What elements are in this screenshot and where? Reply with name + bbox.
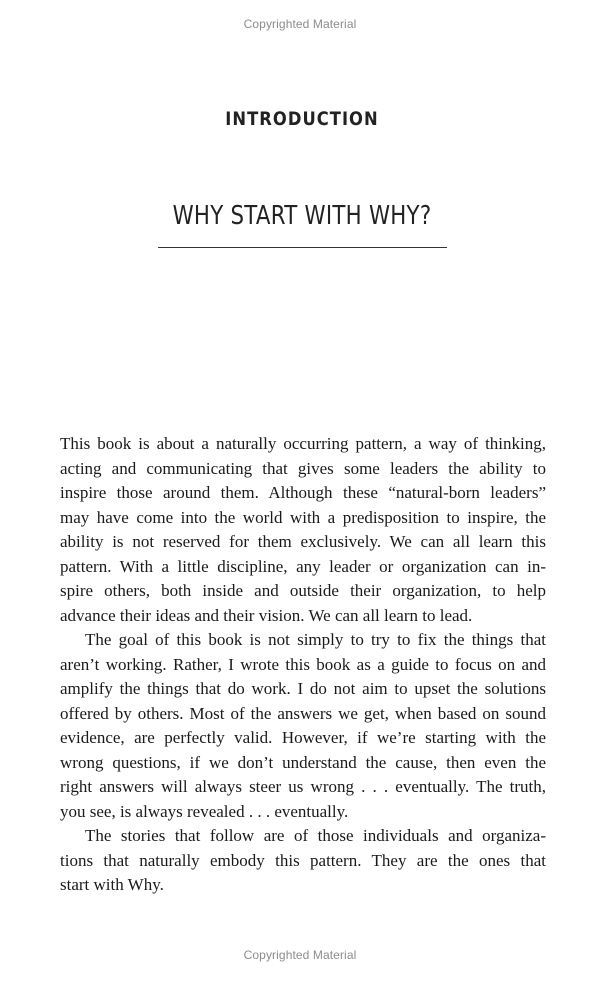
text-line: amplify the things that do work. I do not aim to upset the solutions — [60, 679, 546, 698]
text-line: inspire those around them. Although these “natural-born leaders” — [60, 483, 546, 502]
text-line: evidence, are perfectly valid. However, if we’re starting with the — [60, 728, 546, 747]
paragraph-1 — [60, 432, 546, 628]
text-line: you see, is always revealed . . . eventually. — [60, 801, 349, 821]
chapter-title: WHY START WITH WHY? — [172, 201, 432, 231]
paragraph-2 — [60, 628, 546, 824]
text-line: advance their ideas and their vision. We can all learn to lead. — [60, 605, 473, 625]
text-line: acting and communicating that gives some leaders the ability to — [60, 458, 546, 478]
text-line: The goal of this book is not simply to try to fix the things that — [85, 630, 546, 649]
chapter-label: INTRODUCTION — [225, 108, 379, 130]
copyright-watermark-top: Copyrighted Material — [243, 17, 357, 31]
text-line: wrong questions, if we don’t understand the cause, then even the — [60, 752, 546, 772]
text-line: may have come into the world with a predisposition to inspire, the — [60, 507, 546, 527]
text-line: start with Why. — [60, 875, 164, 894]
text-line: This book is about a naturally occurring pattern, a way of thinking, — [60, 434, 546, 453]
text-line: spire others, both inside and outside their organization, to help — [60, 581, 546, 600]
text-line: tions that naturally embody this pattern. They are the ones that — [60, 850, 546, 870]
title-underline — [158, 247, 447, 248]
paragraph-3 — [60, 824, 546, 898]
copyright-watermark-bottom: Copyrighted Material — [243, 948, 357, 962]
text-line: pattern. With a little discipline, any leader or organization can in- — [60, 556, 546, 576]
text-line: The stories that follow are of those individuals and organiza- — [85, 826, 546, 845]
body-text — [60, 432, 546, 898]
text-line: ability is not reserved for them exclusively. We can all learn this — [60, 532, 546, 551]
text-line: aren’t working. Rather, I wrote this book as a guide to focus on and — [60, 654, 546, 674]
text-line: offered by others. Most of the answers we get, when based on sound — [60, 703, 546, 723]
text-line: right answers will always steer us wrong . . . eventually. The truth, — [60, 777, 546, 796]
